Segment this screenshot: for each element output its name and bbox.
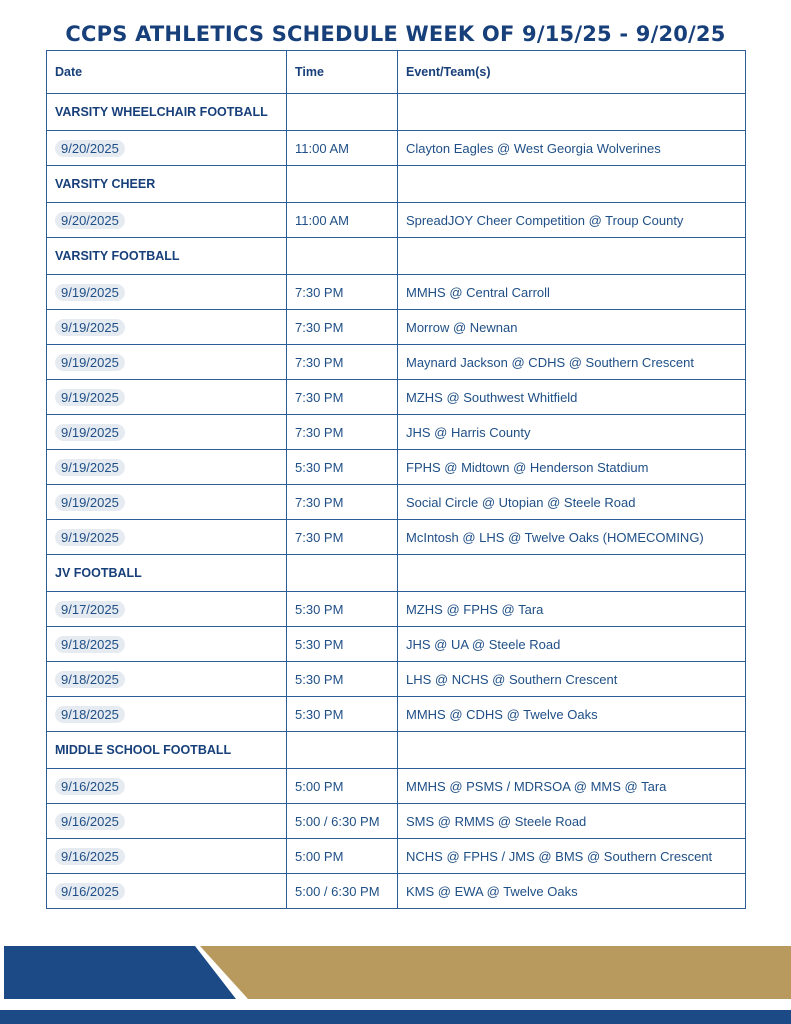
event-cell: MMHS @ CDHS @ Twelve Oaks bbox=[398, 697, 746, 732]
date-cell bbox=[47, 275, 287, 310]
date-cell bbox=[47, 380, 287, 415]
header-date: Date bbox=[47, 51, 287, 94]
section-title: VARSITY WHEELCHAIR FOOTBALL bbox=[47, 94, 287, 131]
header-time: Time bbox=[287, 51, 398, 94]
date-cell bbox=[47, 520, 287, 555]
date-cell bbox=[47, 345, 287, 380]
empty-cell bbox=[398, 732, 746, 769]
date-chip: 9/19/2025 bbox=[55, 494, 125, 511]
empty-cell bbox=[398, 555, 746, 592]
date-cell bbox=[47, 131, 287, 166]
time-cell: 5:30 PM bbox=[287, 662, 398, 697]
empty-cell bbox=[287, 732, 398, 769]
time-cell: 7:30 PM bbox=[287, 345, 398, 380]
date-cell bbox=[47, 310, 287, 345]
table-row bbox=[47, 310, 746, 345]
table-row bbox=[47, 345, 746, 380]
table-row bbox=[47, 450, 746, 485]
empty-cell bbox=[287, 238, 398, 275]
date-cell bbox=[47, 662, 287, 697]
date-chip: 9/19/2025 bbox=[55, 389, 125, 406]
time-cell: 5:30 PM bbox=[287, 697, 398, 732]
table-row bbox=[47, 131, 746, 166]
table-row bbox=[47, 415, 746, 450]
section-row bbox=[47, 166, 746, 203]
date-chip: 9/19/2025 bbox=[55, 529, 125, 546]
date-chip: 9/19/2025 bbox=[55, 424, 125, 441]
table-row bbox=[47, 275, 746, 310]
date-chip: 9/16/2025 bbox=[55, 813, 125, 830]
table-row bbox=[47, 380, 746, 415]
event-cell: NCHS @ FPHS / JMS @ BMS @ Southern Crescent bbox=[398, 839, 746, 874]
date-cell bbox=[47, 415, 287, 450]
section-title: VARSITY FOOTBALL bbox=[47, 238, 287, 275]
time-cell: 7:30 PM bbox=[287, 275, 398, 310]
empty-cell bbox=[287, 94, 398, 131]
event-cell: MZHS @ FPHS @ Tara bbox=[398, 592, 746, 627]
event-cell: FPHS @ Midtown @ Henderson Statdium bbox=[398, 450, 746, 485]
time-cell: 7:30 PM bbox=[287, 520, 398, 555]
header-event: Event/Team(s) bbox=[398, 51, 746, 94]
table-row bbox=[47, 662, 746, 697]
date-cell bbox=[47, 874, 287, 909]
date-chip: 9/18/2025 bbox=[55, 706, 125, 723]
footer-bottom-bar bbox=[0, 1010, 791, 1024]
date-chip: 9/16/2025 bbox=[55, 883, 125, 900]
time-cell: 5:00 PM bbox=[287, 769, 398, 804]
section-title: MIDDLE SCHOOL FOOTBALL bbox=[47, 732, 287, 769]
table-row bbox=[47, 627, 746, 662]
empty-cell bbox=[398, 166, 746, 203]
schedule-body bbox=[47, 51, 746, 909]
date-chip: 9/16/2025 bbox=[55, 778, 125, 795]
event-cell: JHS @ Harris County bbox=[398, 415, 746, 450]
date-cell bbox=[47, 804, 287, 839]
time-cell: 5:30 PM bbox=[287, 450, 398, 485]
event-cell: LHS @ NCHS @ Southern Crescent bbox=[398, 662, 746, 697]
section-title: JV FOOTBALL bbox=[47, 555, 287, 592]
table-row bbox=[47, 804, 746, 839]
footer-gold-band bbox=[200, 946, 791, 999]
event-cell: KMS @ EWA @ Twelve Oaks bbox=[398, 874, 746, 909]
date-chip: 9/19/2025 bbox=[55, 354, 125, 371]
date-cell bbox=[47, 627, 287, 662]
event-cell: MZHS @ Southwest Whitfield bbox=[398, 380, 746, 415]
time-cell: 5:00 / 6:30 PM bbox=[287, 804, 398, 839]
date-cell bbox=[47, 485, 287, 520]
event-cell: Clayton Eagles @ West Georgia Wolverines bbox=[398, 131, 746, 166]
event-cell: Maynard Jackson @ CDHS @ Southern Crescent bbox=[398, 345, 746, 380]
table-row bbox=[47, 839, 746, 874]
empty-cell bbox=[398, 94, 746, 131]
time-cell: 7:30 PM bbox=[287, 485, 398, 520]
date-cell bbox=[47, 203, 287, 238]
time-cell: 7:30 PM bbox=[287, 310, 398, 345]
section-row bbox=[47, 94, 746, 131]
time-cell: 5:00 / 6:30 PM bbox=[287, 874, 398, 909]
event-cell: MMHS @ Central Carroll bbox=[398, 275, 746, 310]
table-row bbox=[47, 769, 746, 804]
event-cell: SpreadJOY Cheer Competition @ Troup County bbox=[398, 203, 746, 238]
event-cell: Morrow @ Newnan bbox=[398, 310, 746, 345]
time-cell: 5:00 PM bbox=[287, 839, 398, 874]
section-row bbox=[47, 238, 746, 275]
section-row bbox=[47, 555, 746, 592]
date-chip: 9/19/2025 bbox=[55, 284, 125, 301]
date-chip: 9/20/2025 bbox=[55, 140, 125, 157]
date-chip: 9/19/2025 bbox=[55, 459, 125, 476]
time-cell: 7:30 PM bbox=[287, 380, 398, 415]
empty-cell bbox=[398, 238, 746, 275]
table-row bbox=[47, 485, 746, 520]
table-row bbox=[47, 697, 746, 732]
time-cell: 7:30 PM bbox=[287, 415, 398, 450]
section-title: VARSITY CHEER bbox=[47, 166, 287, 203]
table-row bbox=[47, 203, 746, 238]
date-chip: 9/19/2025 bbox=[55, 319, 125, 336]
event-cell: SMS @ RMMS @ Steele Road bbox=[398, 804, 746, 839]
empty-cell bbox=[287, 555, 398, 592]
date-chip: 9/17/2025 bbox=[55, 601, 125, 618]
date-chip: 9/18/2025 bbox=[55, 671, 125, 688]
event-cell: MMHS @ PSMS / MDRSOA @ MMS @ Tara bbox=[398, 769, 746, 804]
table-row bbox=[47, 520, 746, 555]
time-cell: 5:30 PM bbox=[287, 592, 398, 627]
section-row bbox=[47, 732, 746, 769]
time-cell: 11:00 AM bbox=[287, 203, 398, 238]
empty-cell bbox=[287, 166, 398, 203]
date-cell bbox=[47, 450, 287, 485]
date-cell bbox=[47, 769, 287, 804]
event-cell: McIntosh @ LHS @ Twelve Oaks (HOMECOMING) bbox=[398, 520, 746, 555]
schedule-table bbox=[46, 50, 746, 909]
table-row bbox=[47, 592, 746, 627]
footer-navy-band bbox=[4, 946, 236, 999]
date-chip: 9/16/2025 bbox=[55, 848, 125, 865]
date-chip: 9/20/2025 bbox=[55, 212, 125, 229]
table-header-row bbox=[47, 51, 746, 94]
page-title: CCPS ATHLETICS SCHEDULE WEEK OF 9/15/25 - 9/20/25 bbox=[65, 22, 726, 46]
date-cell bbox=[47, 592, 287, 627]
time-cell: 5:30 PM bbox=[287, 627, 398, 662]
event-cell: Social Circle @ Utopian @ Steele Road bbox=[398, 485, 746, 520]
date-cell bbox=[47, 697, 287, 732]
time-cell: 11:00 AM bbox=[287, 131, 398, 166]
event-cell: JHS @ UA @ Steele Road bbox=[398, 627, 746, 662]
date-cell bbox=[47, 839, 287, 874]
date-chip: 9/18/2025 bbox=[55, 636, 125, 653]
table-row bbox=[47, 874, 746, 909]
